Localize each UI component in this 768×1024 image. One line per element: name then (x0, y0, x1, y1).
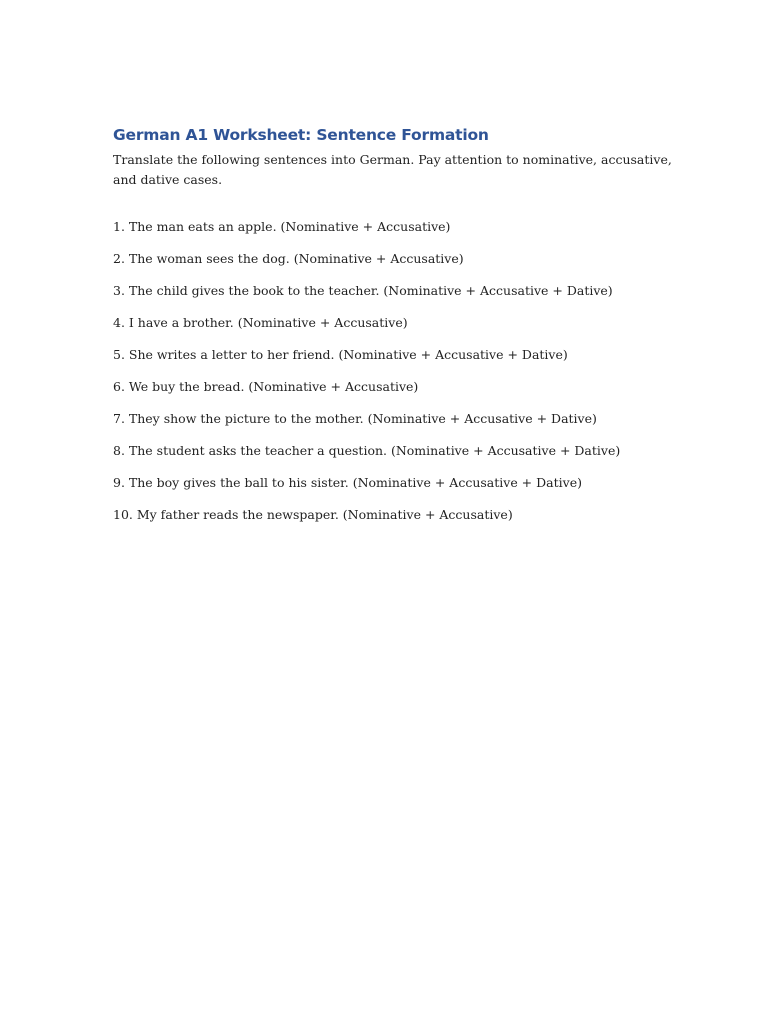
worksheet-page (113, 122, 673, 538)
sentence-item-4: 4. I have a brother. (Nominative + Accusative) (113, 315, 408, 330)
sentence-item-2: 2. The woman sees the dog. (Nominative + Accusative) (113, 251, 464, 266)
sentence-list (113, 218, 673, 524)
sentence-item-7: 7. They show the picture to the mother. (Nominative + Accusative + Dative) (113, 411, 597, 426)
worksheet-title: German A1 Worksheet: Sentence Formation (113, 126, 489, 144)
worksheet-instructions: Translate the following sentences into German. Pay attention to nominative, accusative, and dative cases. (113, 152, 672, 187)
sentence-item-8: 8. The student asks the teacher a question. (Nominative + Accusative + Dative) (113, 443, 621, 458)
sentence-item-3: 3. The child gives the book to the teacher. (Nominative + Accusative + Dative) (113, 283, 613, 298)
sentence-item-9: 9. The boy gives the ball to his sister. (Nominative + Accusative + Dative) (113, 475, 582, 490)
sentence-item-6: 6. We buy the bread. (Nominative + Accusative) (113, 379, 419, 394)
sentence-item-1: 1. The man eats an apple. (Nominative + Accusative) (113, 219, 451, 234)
sentence-item-10: 10. My father reads the newspaper. (Nominative + Accusative) (113, 507, 513, 522)
sentence-item-5: 5. She writes a letter to her friend. (Nominative + Accusative + Dative) (113, 347, 568, 362)
